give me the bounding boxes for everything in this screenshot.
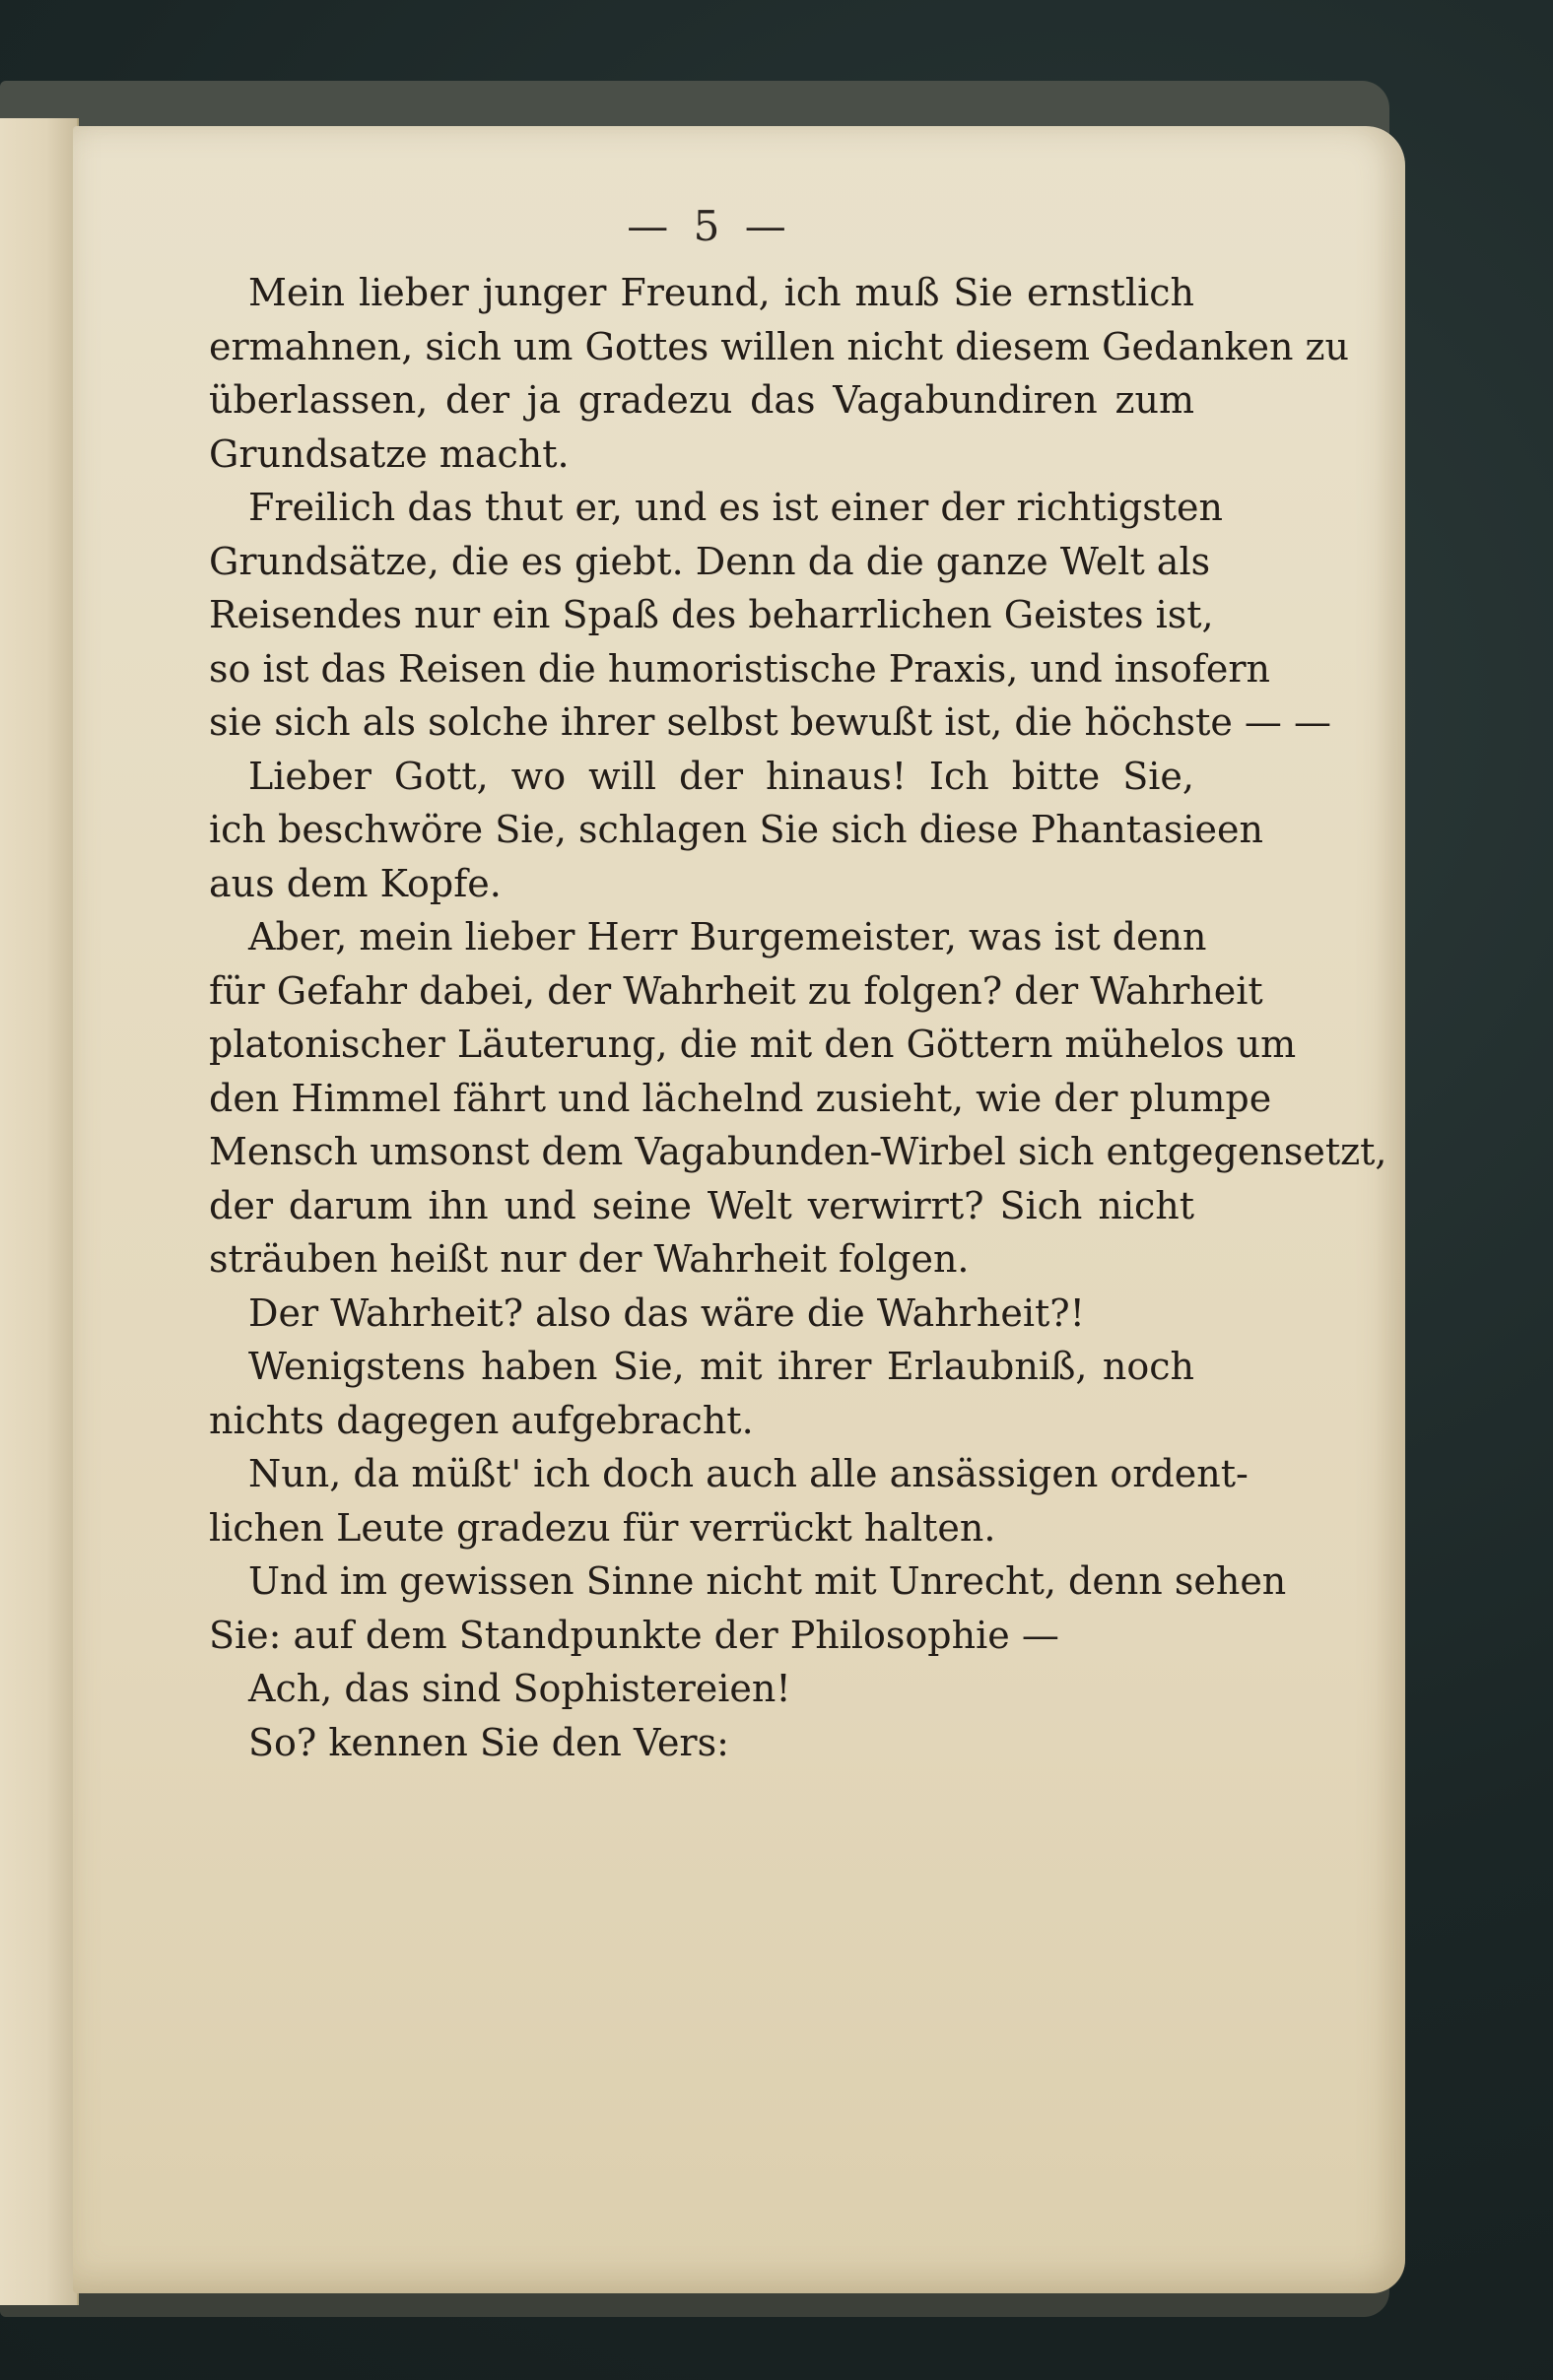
text-line: sie sich als solche ihrer selbst bewußt ist, die höchste — —	[209, 700, 1331, 744]
body-text	[209, 266, 1387, 1769]
text-line: lichen Leute gradezu für verrückt halten.	[209, 1505, 996, 1550]
text-line: Nun, da müßt' ich doch auch alle ansässigen ordent-	[248, 1452, 1249, 1495]
text-line: für Gefahr dabei, der Wahrheit zu folgen? der Wahrheit	[209, 968, 1263, 1013]
text-line: den Himmel fährt und lächelnd zusieht, wie der plumpe	[209, 1076, 1272, 1120]
text-line: Grundsätze, die es giebt. Denn da die ganze Welt als	[209, 539, 1211, 583]
text-line: sträuben heißt nur der Wahrheit folgen.	[209, 1237, 970, 1281]
text-line: nichts dagegen aufgebracht.	[209, 1398, 754, 1442]
text-line: Und im gewissen Sinne nicht mit Unrecht, denn sehen	[248, 1559, 1287, 1603]
text-line: so ist das Reisen die humoristische Praxis, und insofern	[209, 646, 1270, 691]
text-line: Reisendes nur ein Spaß des beharrlichen Geistes ist,	[209, 593, 1214, 636]
page-number: — 5 —	[627, 202, 792, 250]
text-line: platonischer Läuterung, die mit den Göttern mühelos um	[209, 1023, 1297, 1066]
text-line: aus dem Kopfe.	[209, 861, 502, 905]
text-line: ich beschwöre Sie, schlagen Sie sich diese Phantasieen	[209, 808, 1263, 851]
text-line: Sie: auf dem Standpunkte der Philosophie —	[209, 1613, 1059, 1657]
text-line: Wenigstens haben Sie, mit ihrer Erlaubniß, noch	[248, 1345, 1194, 1388]
text-line: Grundsatze macht.	[209, 431, 570, 476]
text-line: der darum ihn und seine Welt verwirrt? Sich nicht	[209, 1183, 1194, 1227]
text-line: So? kennen Sie den Vers:	[248, 1720, 729, 1764]
text-line: Mein lieber junger Freund, ich muß Sie ernstlich	[248, 271, 1194, 314]
text-line: Freilich das thut er, und es ist einer der richtigsten	[248, 486, 1223, 529]
text-line: Aber, mein lieber Herr Burgemeister, was ist denn	[248, 915, 1207, 959]
text-line: Der Wahrheit? also das wäre die Wahrheit?!	[248, 1290, 1085, 1335]
text-line: Lieber Gott, wo will der hinaus! Ich bitte Sie,	[248, 754, 1194, 798]
text-line: überlassen, der ja gradezu das Vagabundiren zum	[209, 378, 1194, 422]
text-line: Ach, das sind Sophistereien!	[248, 1667, 791, 1710]
left-page-edge	[0, 118, 79, 2305]
text-line: ermahnen, sich um Gottes willen nicht diesem Gedanken zu	[209, 324, 1350, 368]
text-line: Mensch umsonst dem Vagabunden-Wirbel sich entgegensetzt,	[209, 1130, 1387, 1173]
